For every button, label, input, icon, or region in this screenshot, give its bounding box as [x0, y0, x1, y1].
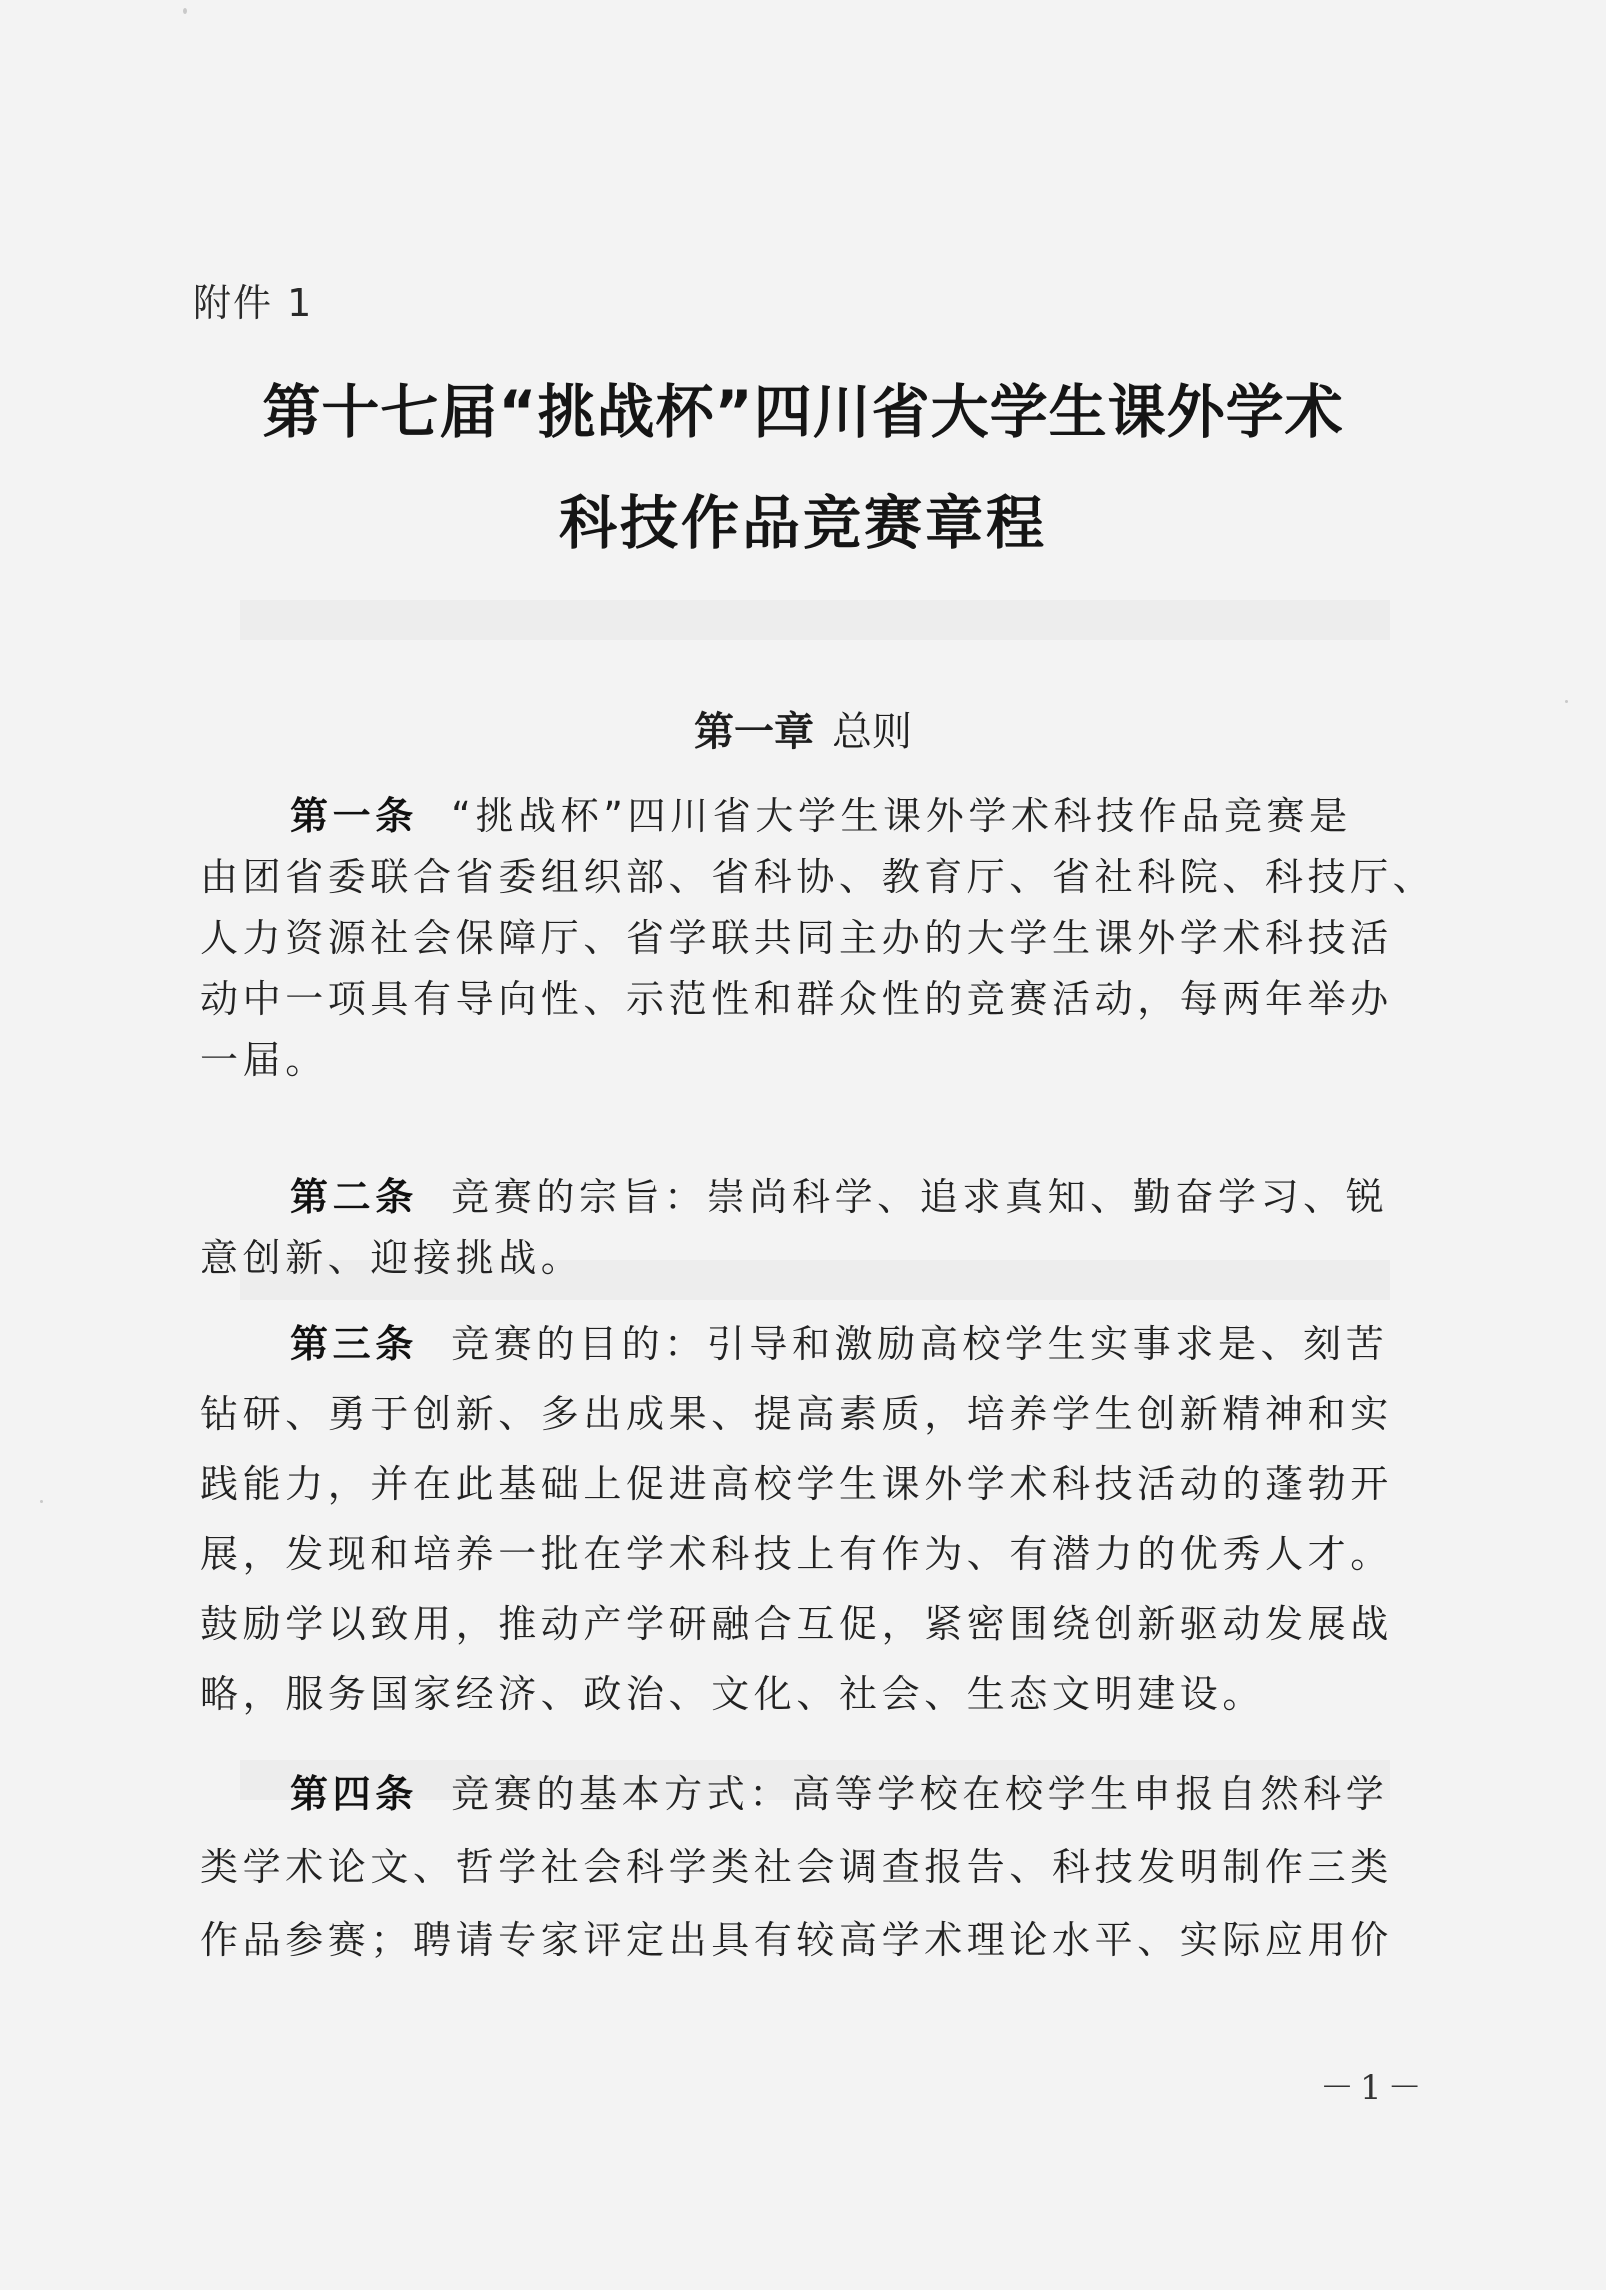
- article-label: 第二条: [290, 1175, 418, 1219]
- article-2-line-1: [290, 1168, 1430, 1226]
- article-3-line-6: 略，服务国家经济、政治、文化、社会、生态文明建设。: [200, 1672, 1266, 1716]
- scan-speck: [183, 8, 187, 14]
- bleed-through-shade: [240, 600, 1390, 640]
- article-label: 第一条: [290, 794, 418, 838]
- chapter-heading: [0, 700, 1606, 757]
- article-4-line-2: 类学术论文、哲学社会科学类社会调查报告、科技发明制作三类: [200, 1845, 1393, 1889]
- article-text: “挑战杯”四川省大学生课外学术科技作品竞赛是: [451, 794, 1352, 838]
- article-4-line-3: 作品参赛；聘请专家评定出具有较高学术理论水平、实际应用价: [200, 1918, 1393, 1962]
- chapter-number: 第一章: [694, 709, 814, 755]
- attachment-label: 附件 1: [193, 281, 314, 325]
- article-1-line-3: 人力资源社会保障厅、省学联共同主办的大学生课外学术科技活: [200, 916, 1393, 960]
- article-4-line-1: [290, 1765, 1430, 1823]
- article-text: 竞赛的宗旨：崇尚科学、追求真知、勤奋学习、锐: [451, 1175, 1389, 1219]
- article-label: 第四条: [290, 1772, 418, 1816]
- article-3-line-2: 钻研、勇于创新、多出成果、提高素质，培养学生创新精神和实: [200, 1392, 1393, 1436]
- document-title-line-2: 科技作品竞赛章程: [558, 489, 1047, 557]
- scan-speck: [40, 1500, 43, 1503]
- article-text: 竞赛的基本方式：高等学校在校学生申报自然科学: [451, 1772, 1389, 1816]
- article-label: 第三条: [290, 1322, 418, 1366]
- article-2-line-2: 意创新、迎接挑战。: [200, 1236, 584, 1280]
- article-text: 竞赛的目的：引导和激励高校学生实事求是、刻苦: [451, 1322, 1389, 1366]
- article-3-line-5: 鼓励学以致用，推动产学研融合互促，紧密围绕创新驱动发展战: [200, 1602, 1393, 1646]
- document-title-line-1: 第十七届“挑战杯”四川省大学生课外学术: [262, 378, 1344, 446]
- article-1-line-4: 动中一项具有导向性、示范性和群众性的竞赛活动，每两年举办: [200, 977, 1393, 1021]
- article-1-line-1: [290, 787, 1430, 845]
- article-3-line-1: [290, 1315, 1430, 1373]
- article-3-line-3: 践能力，并在此基础上促进高校学生课外学术科技活动的蓬勃开: [200, 1462, 1393, 1506]
- chapter-name: 总则: [832, 709, 912, 755]
- article-1-line-2: 由团省委联合省委组织部、省科协、教育厅、省社科院、科技厅、: [200, 855, 1436, 899]
- article-1-line-5: 一届。: [200, 1038, 328, 1082]
- page-number: －1－: [1320, 2068, 1428, 2108]
- article-3-line-4: 展，发现和培养一批在学术科技上有作为、有潜力的优秀人才。: [200, 1532, 1393, 1576]
